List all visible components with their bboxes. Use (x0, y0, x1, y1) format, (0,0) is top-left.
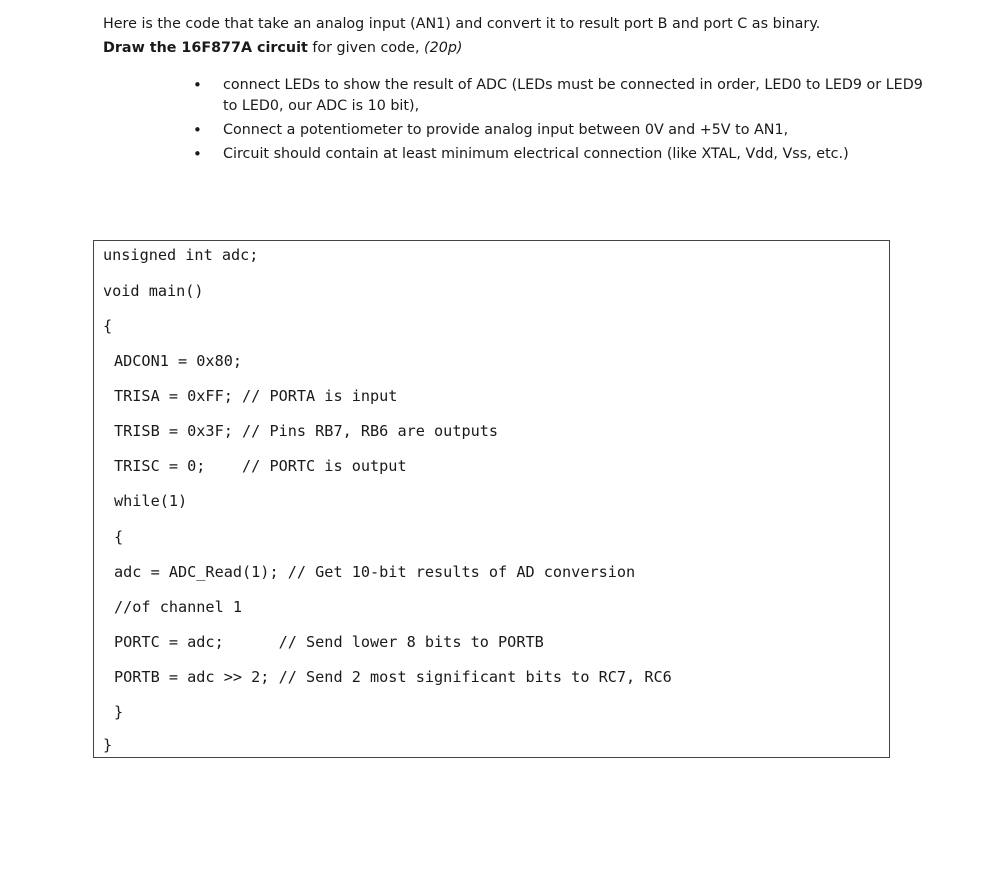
task-points: (20p) (424, 40, 463, 56)
requirement-item: • Connect a potentiometer to provide analog input between 0V and +5V to AN1, (223, 120, 923, 141)
code-line: } (103, 736, 113, 754)
requirements-list (223, 75, 923, 168)
code-line: adc = ADC_Read(1); // Get 10-bit results of AD conversion (114, 563, 636, 581)
code-line: PORTB = adc >> 2; // Send 2 most significant bits to RC7, RC6 (114, 668, 672, 686)
task-title: Draw the 16F877A circuit (103, 40, 308, 56)
code-line: { (114, 528, 124, 546)
requirement-item: • Circuit should contain at least minimum electrical connection (like XTAL, Vdd, Vss, etc.) (223, 144, 923, 165)
code-block (93, 240, 890, 758)
code-line: TRISB = 0x3F; // Pins RB7, RB6 are outputs (114, 422, 499, 440)
code-line: unsigned int adc; (103, 246, 259, 264)
code-line: PORTC = adc; // Send lower 8 bits to PORTB (114, 633, 544, 651)
code-line: while(1) (114, 492, 188, 510)
code-line: TRISA = 0xFF; // PORTA is input (114, 387, 398, 405)
code-line: TRISC = 0; // PORTC is output (114, 457, 407, 475)
requirement-item: • connect LEDs to show the result of ADC (LEDs must be connected in order, LED0 to LED9 or LED9 to LED0, our ADC is 10 bit), (223, 75, 923, 117)
question-intro (103, 12, 963, 60)
code-line: void main() (103, 282, 204, 300)
task-text: for given code, (307, 40, 425, 56)
question-task (103, 36, 963, 60)
code-line: ADCON1 = 0x80; (114, 352, 243, 370)
code-line: //of channel 1 (114, 598, 243, 616)
code-line: } (114, 703, 124, 721)
code-line: { (103, 317, 113, 335)
question-text: Here is the code that take an analog input (AN1) and convert it to result port B and port C as binary. (103, 16, 821, 32)
